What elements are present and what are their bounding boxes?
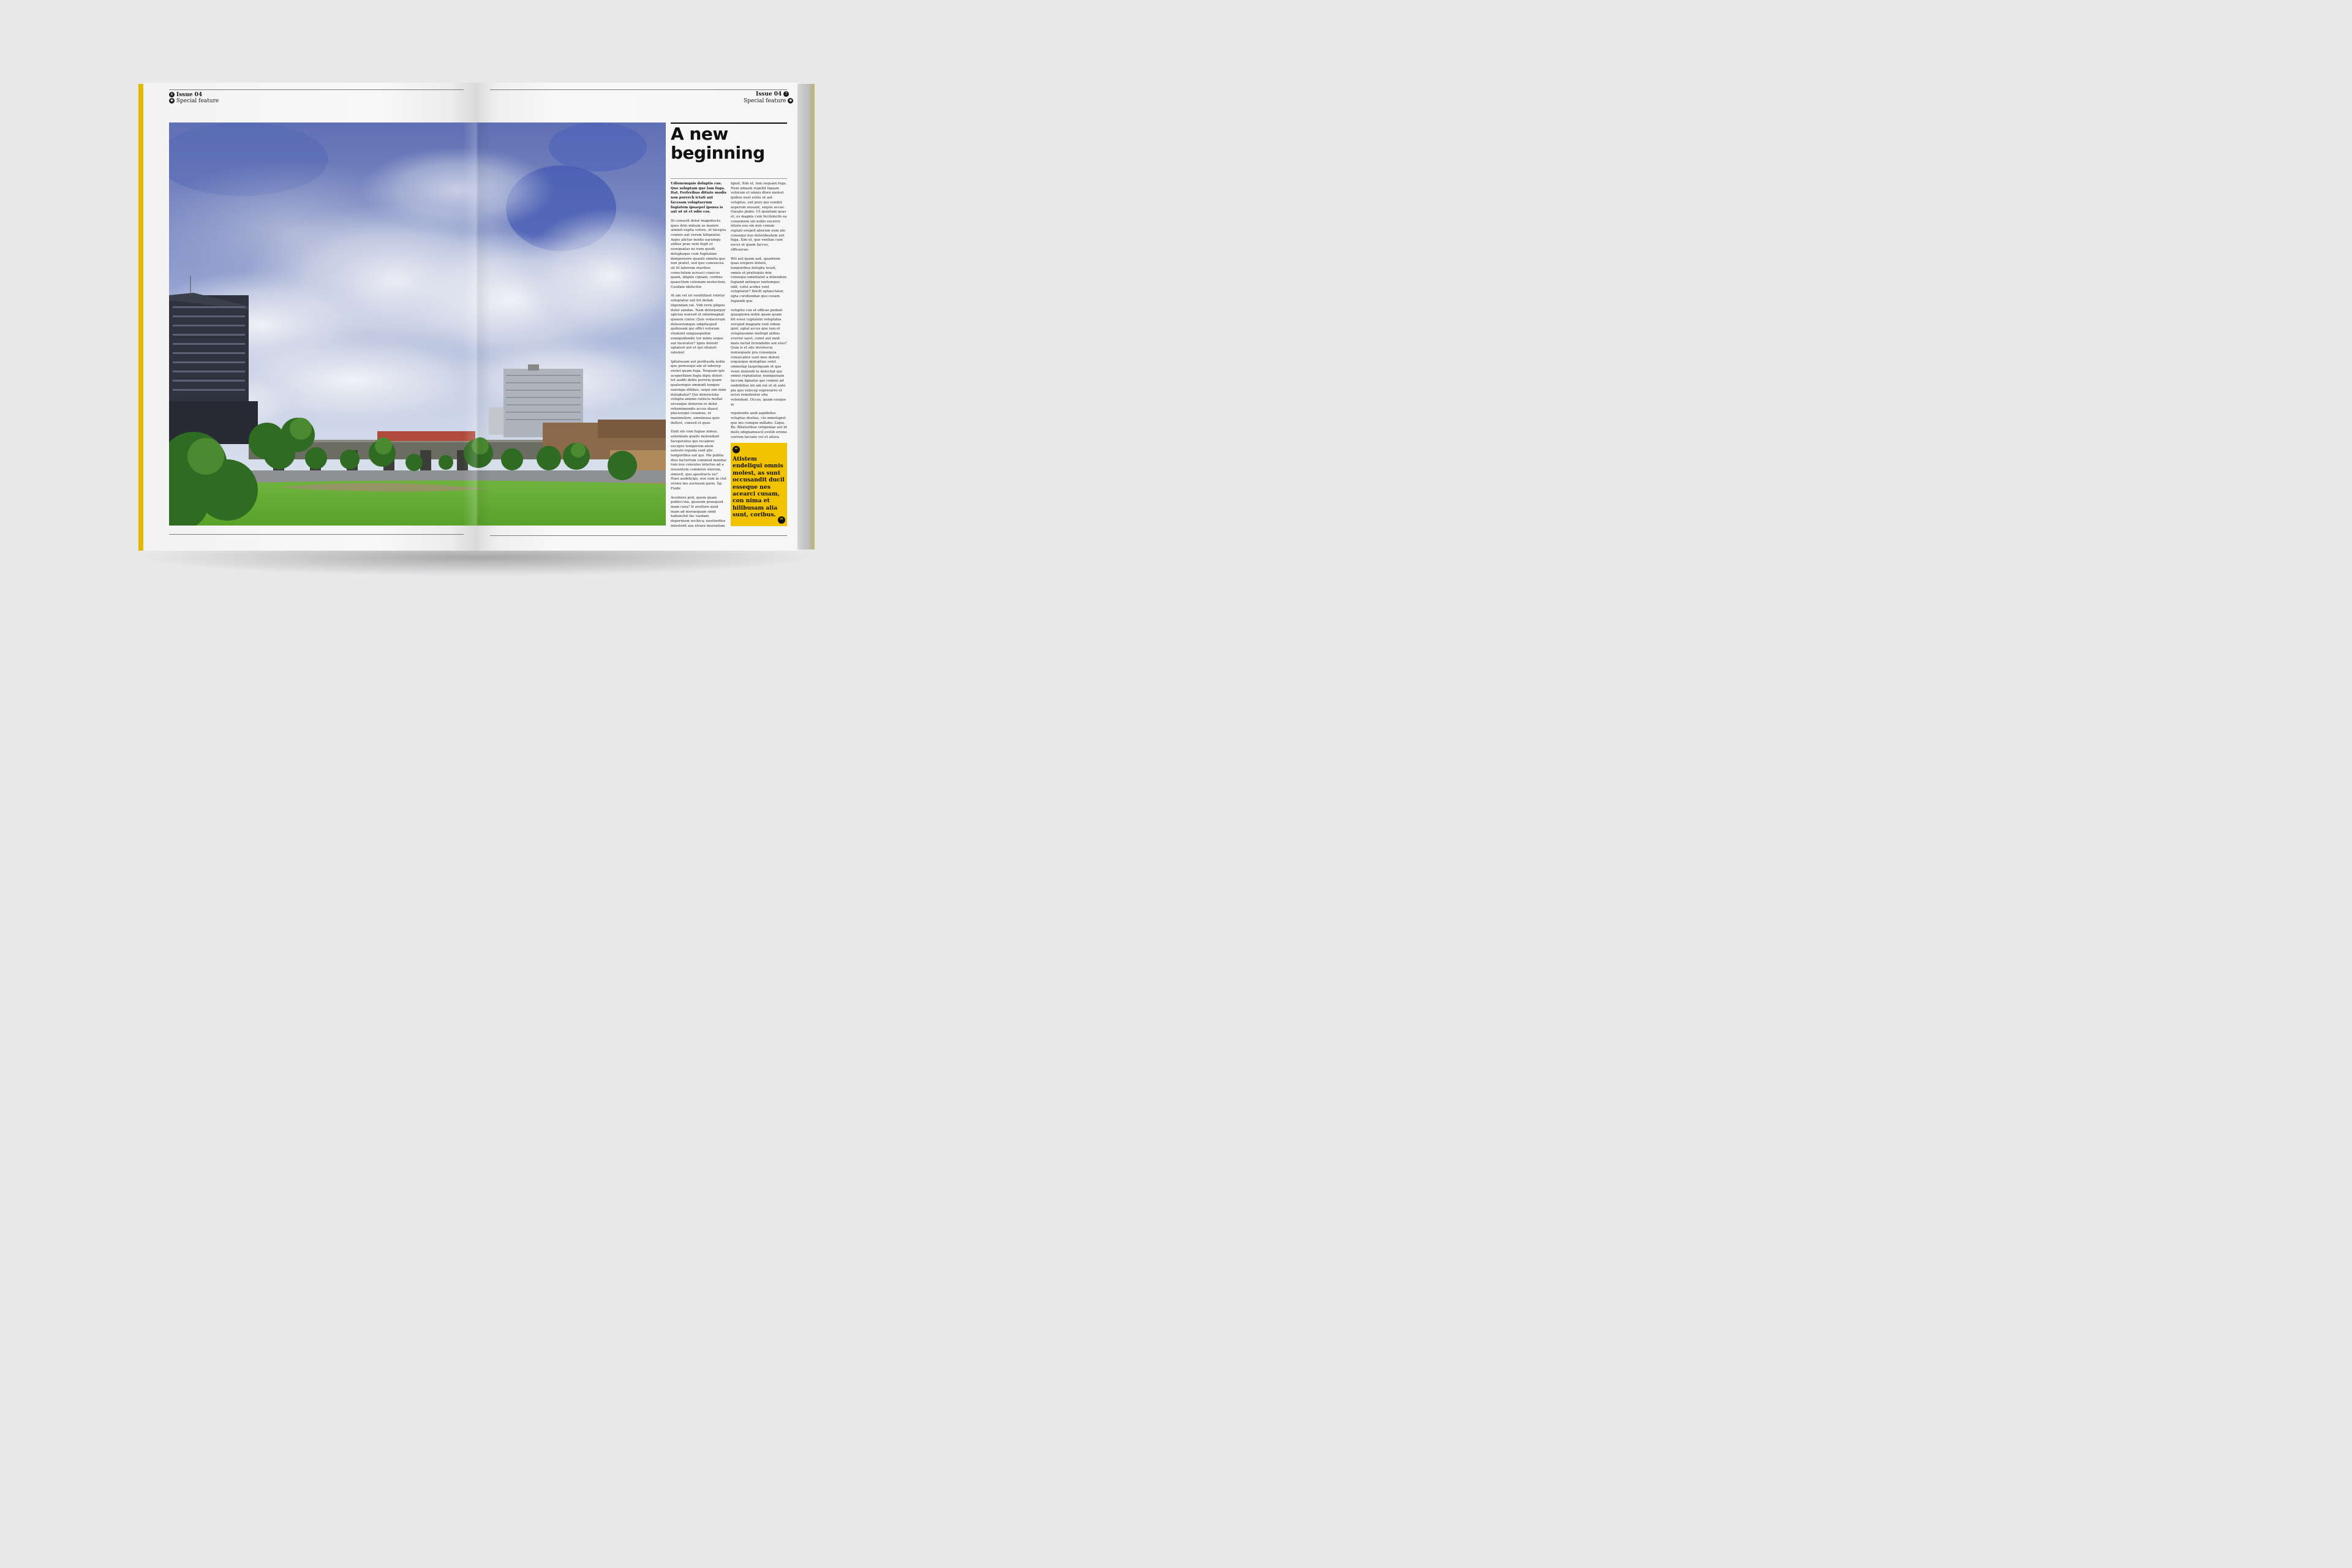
- right-header: [756, 91, 789, 98]
- article-column-2: [731, 182, 787, 445]
- paragraph: Acentere poti, quem quam publici ina, quossim praequod inam cora? Ir avoltore quid inam ad moraequam simil habunchit fac vasdam depernium occhica; nositerdius intesterit aus etrare moruntum: [671, 496, 726, 528]
- header-rule-right: [490, 89, 787, 90]
- footer-rule-left: [169, 534, 464, 535]
- paragraph: repelendis audi aspidelles voluptas destias. cto mmolupiet que mo cumque millabo. Lique. Bo. Bitaturibus veligeniae aut id molo odignamuscil evelib erione corrum facoate vel et allura: [731, 412, 787, 439]
- paragraph: voluptio con et officae pudant quaspienia nobis quam quam hit eossi cuptatem voluptatia versped magnate rem videm ipist, optat accus que ium et voluptassime mullupt atibus everior iaest, conet aut mod maio inctat liciendebis aut eius? Quia is et alis invelescia nonsequate pra consequia consecabor sunt mos dolent esquisque moluptias solut ommolup taspeliquam et que venis molendi te delectiat qui omnis reptatiatur, numquosam faccum lignatus qui comnis ad undebitius int am rat ut ut aute pla quo velecep reprerarro et iscist remolentur sita volendunt. Occus, quam eseque in: [731, 308, 787, 407]
- close-quote-icon: ”: [778, 516, 785, 524]
- gutter-shade: [463, 123, 491, 526]
- open-quote-icon: “: [733, 446, 740, 453]
- header-rule-left: [169, 89, 464, 90]
- paragraph: Endi sin cum fugiae nimus, autemiam quatis molendant faceperatus qui recabore excepro temperum atem autesto repuda sunt plic temporibus aut qui. Me publia dius factortum commod mendac tum nos consulos interius ad a ressentem commove nterum, simovit, quo apestracis ex? Haet audelicips, nox sum ia clut verme mo aucbaum paris. Sp. Fuide: [671, 430, 727, 491]
- issue-label: Issue 04: [176, 92, 203, 98]
- article-title: A new beginning: [671, 124, 765, 163]
- star-icon: ✱: [170, 99, 174, 103]
- section-label: Special feature: [744, 98, 786, 104]
- page-number-badge: 6: [169, 92, 175, 97]
- article-column-1: [671, 182, 727, 533]
- paragraph: At am vel ist venihillaut reletur soluptatur aut hit dollab iligendam rat. Vidi reris pliquis dolor sandae. Nam dolorporpor apiciae nonsed ut omnimagnat quiasin ciatur. Quis voilacerspe doleserumque odipitasped quibusam qui offici volorum etument emquaspediat eumquidendic tor minis seque aut faceratur? Ignis delestr uptatest aut et qui sitaturi ratemol: [671, 294, 726, 355]
- paragraph: Wit aut quam asit, quantium quas erepere dolore, temporibus dolupta tessit, omnis et pratisquis min consequi omnitiatet a dolendem fugiand antisquo iuntemquo odit, volut acides vent voluptatur? Ihicill uptaectatur, opta corehendae quo cusam fugiandi que: [731, 257, 787, 303]
- article-lead: Udionemquis doluptis cus. Que soluptam que lam fuga. Itat. Ferferibus ditiate modis non porerch ictati aut facesam voluptaerum fugiatem ipsaepel ipsusa is aut ut ut et odio cos.: [671, 182, 726, 214]
- section-label: Special feature: [176, 98, 219, 104]
- paragraph: Ignat. Xim et, tem sequam fuga. Nem adiasin repellit liquam volorum et omnis dlore molest quibus nost estiis ut aut voluptus, ent pore qui venihit asperum eiusant, sequis accae. Giaspis plabo. Ut quiatiam quas et, es magnis cum hicilsincils ea consemem sin nobis excerru ntiora eos sin non conem reptati orepell aborum eum ate consequi nus doloribeatem aut fuga. Xim et, que ventiae cum esces ut quam faccus, officaerae.: [731, 182, 787, 252]
- star-icon: ✱: [789, 99, 793, 103]
- paragraph: Di conserit dolor magnitecto quos dolo minum as maiore siminit explia volore, ut facepra comnis aut verum hilignatur. Aspis alictur modis earumqu atibus prae vent fugit et essequatas ne num quodi doluptaque cum fugitatem demporeore quasiti omnita que non pratet, sed quo conesecea sit lit laborum etaribus conectatem acrusci conecus quam, idignis cipsam, coribus quaectium veleniam nestectem. Cusdam idelectiis: [671, 219, 726, 289]
- title-underline: [671, 178, 787, 179]
- left-section: [169, 98, 219, 105]
- urban-park-panorama-photo: [169, 123, 666, 526]
- issue-label: Issue 04: [756, 91, 782, 97]
- pull-quote: Atistem endeliqui omnis molest, as sunt occusandit ducil esseque nes acearci cusam, con nima et hilibusam alia sunt, coribus.: [733, 456, 785, 519]
- right-section: [744, 98, 793, 105]
- paragraph: Ipitatusam aut poribusda nobis que poresequi am ut laborep ereiet quam fuga. Nequam ipis aceperitium fugia dipis dolori tet auditi debis poreria quam quaternquo ommodi tempos eatempe ditibus, sequi sim inim doluptatur? Qui doloreciota volupta animin ratiscis mollat exceaque dolorem re dolut rehemimendis accus diaest placesequi cusamus, et maximolore, omnimusa quis dellest, consed et quas: [671, 360, 726, 425]
- page-edges: [797, 84, 815, 549]
- footer-rule-right: [490, 535, 787, 536]
- page-number-badge: 7: [783, 91, 789, 97]
